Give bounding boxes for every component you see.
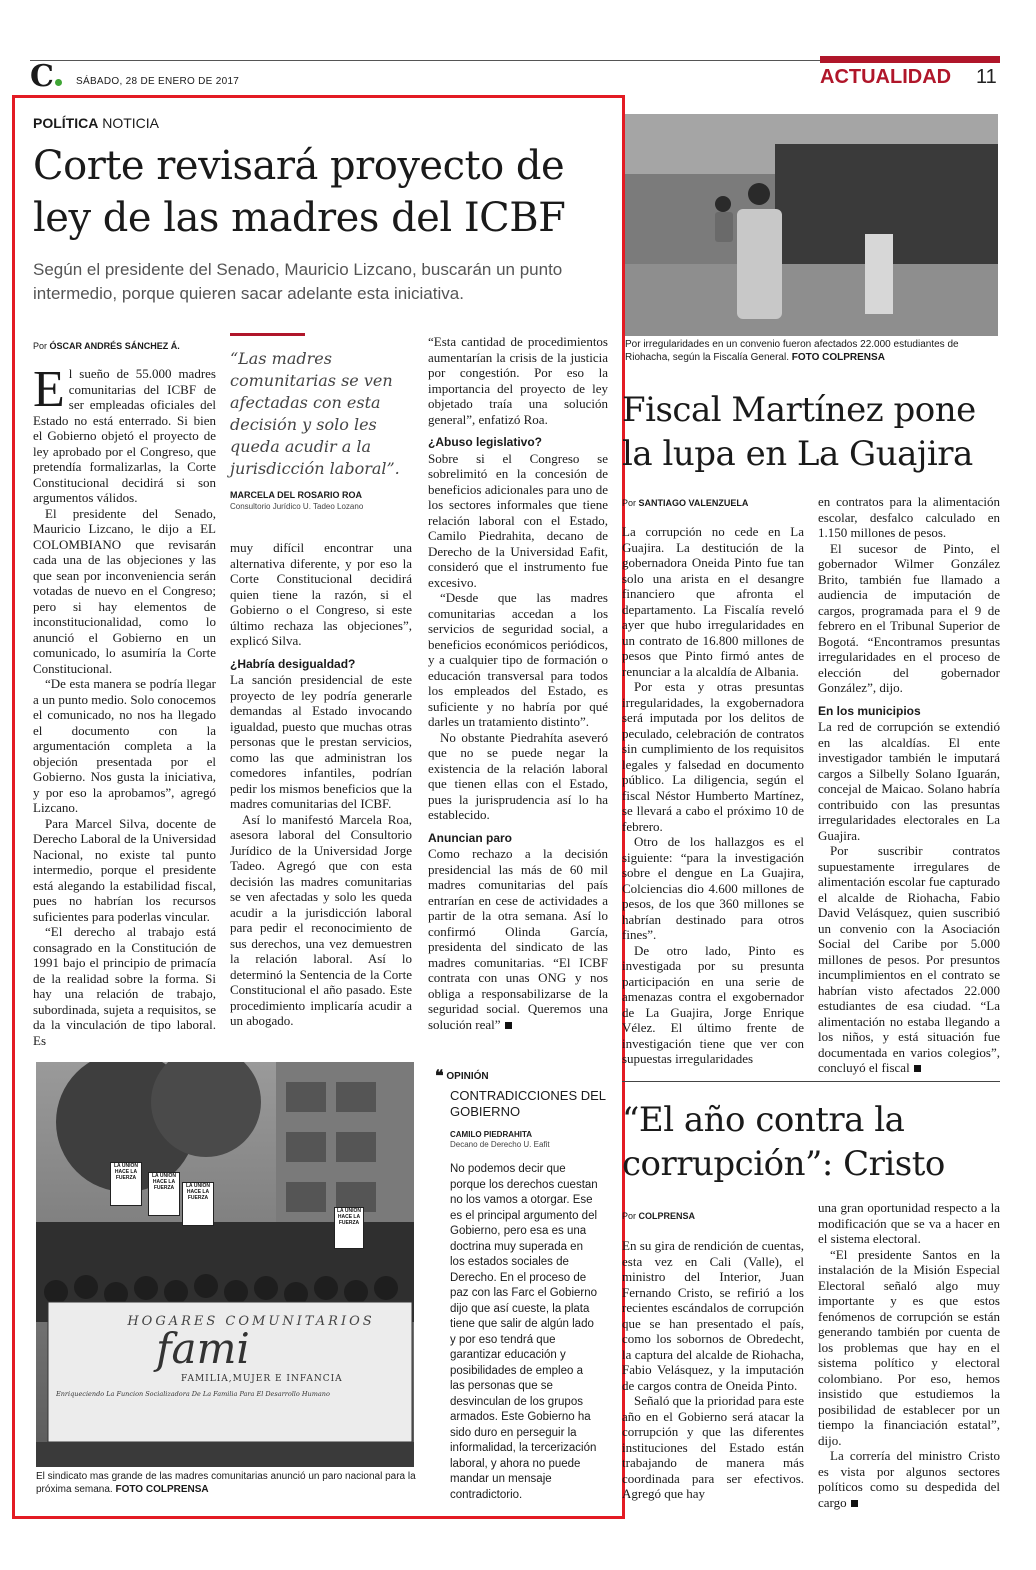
guajira-photo-art bbox=[625, 114, 998, 336]
banner-line-2: FAMILIA,MUJER E INFANCIA bbox=[181, 1374, 343, 1384]
main-column-3: “Esta cantidad de procedimientos aumentarían la crisis de la justicia por congestión. Por eso la importancia del proyecto de ley objetado traía una solución general”, enfatizó Roa. ¿Abuso legislativo? Sobre si el Congreso se sobrelimitó en la concesión de beneficios adicionales para uno de los sectores informales que tiene relación laboral con el Estado, Camilo Piedrahita, decano de Derecho de la Universidad Eafit, consideró que el instrumento fue excesivo. “Desde que las madres comunitarias accedan a los servicios de seguridad social, a beneficios económicos periódicos, y a cualquier tipo de formación o educación transversal para todos los empleados del Estado, es suficiente y no habría por qué darles un tratamiento distinto”. No obstante Piedrahíta aseveró que no se puede negar la existencia de la relación laboral que tienen ellas con el Estado, pues la jurisprudencia así lo ha establecido. Anuncian paro Como rechazo a la decisión presidencial las más de 60 mil madres comunitarias del país entrarían en cese de actividades a partir de la otra semana. Así lo confirmó Olinda García, presidenta del sindicato de las madres comunitarias. “El ICBF contrata con unas ONG y nos obliga a responsabilizarse de la seguridad social. Queremos una solución real” bbox=[428, 334, 608, 1032]
protest-sign: LA UNION HACE LA FUERZA bbox=[334, 1207, 364, 1249]
opinion-label: ❝ OPINIÓN bbox=[435, 1068, 489, 1085]
article-headline: Corte revisará proyecto de ley de las madres del ICBF bbox=[33, 143, 566, 241]
opinion-title: CONTRADICCIONES DEL GOBIERNO bbox=[450, 1088, 606, 1119]
article2-byline: Por SANTIAGO VALENZUELA bbox=[622, 498, 749, 508]
protest-photo-art bbox=[36, 1062, 414, 1467]
opinion-author: CAMILO PIEDRAHITA bbox=[450, 1130, 533, 1139]
protest-sign: LA UNION HACE LA FUERZA bbox=[148, 1172, 180, 1216]
article-byline: Por ÓSCAR ANDRÉS SÁNCHEZ Á. bbox=[33, 341, 180, 351]
article2-headline: Fiscal Martínez pone la lupa en La Guajira bbox=[622, 390, 976, 474]
section-title: ACTUALIDAD bbox=[820, 66, 952, 88]
main-column-2: muy difícil encontrar una alternativa diferente, y por eso la Corte Constitucional decidirá quien tiene la razón, si el Gobierno o el Congreso, si este último rechaza las objeciones”, explicó Silva. ¿Habría desigualdad? La sanción presidencial de este proyecto de ley podría generarle demandas al Estado invocando igualdad, puesto que muchas otras personas que le prestan servicios, como las que administran los comedores infantiles, podrían pedir los mismos beneficios que la madres comunitarias del ICBF. Así lo manifestó Marcela Roa, asesora laboral del Consultorio Jurídico de la Universidad Jorge Tadeo. Agregó que con esta decisión las madres comunitarias se ven afectadas y solo les queda acudir a la jurisdicción laboral para pedir el reconocimiento de sus derechos, una vez demuestren la relación laboral. Así lo determinó la Sentencia de la Corte Constitucional el año pasado. Este procedimiento implicaría acudir a un abogado. bbox=[230, 540, 412, 1028]
article3-byline: Por COLPRENSA bbox=[622, 1211, 696, 1221]
dropcap: E bbox=[33, 361, 65, 418]
end-mark-icon bbox=[851, 1500, 858, 1507]
pullquote: “Las madres comunitarias se ven afectadas con esta decisión y solo les queda acudir a la jurisdicción laboral”. bbox=[230, 349, 400, 478]
guajira-photo-caption: Por irregularidades en un convenio fueron afectados 22.000 estudiantes de Riohacha, según la Fiscalía General. FOTO COLPRENSA bbox=[625, 339, 959, 363]
article3-headline: “El año contra la corrupción”: Cristo bbox=[622, 1100, 945, 1184]
article2-column-2: en contratos para la alimentación escolar, desfalco calculado en 1.150 millones de pesos. El sucesor de Pinto, el gobernador Wilmer González Brito, también fue llamado a audiencia de imputación de cargos, programada para el 9 de febrero en el Tribunal Superior de Bogotá. “Encontramos presuntas irregularidades en el proceso de elección del gobernador González”, dijo. En los municipios La red de corrupción se extendió en las alcaldías. El ente investigador también le imputará cargos a Silbelly Solano Iguarán, concejal de Maicao. Solano habría contribuido con las presuntas irregularidades electorales en La Guajira. Por suscribir contratos supuestamente irregulares de alimentación escolar fue capturado el alcalde de Riohacha, Fabio David Velásquez, quien suscribió un convenio con la Asociación Social del Caribe por 5.000 millones de pesos. Por presuntos incumplimientos en el contrato se habrían visto afectados 22.000 estudiantes de esa ciudad. “La alimentación no estaba llegando a los niños, y está situación fue documentada en varios colegios”, concluyó el fiscal bbox=[818, 494, 1000, 1075]
newspaper-logo: C bbox=[30, 62, 62, 92]
subheading: En los municipios bbox=[818, 703, 921, 718]
guajira-photo bbox=[625, 114, 998, 336]
quote-icon: ❝ bbox=[435, 1068, 444, 1085]
banner-line-1: HOGARES COMUNITARIOS bbox=[127, 1314, 375, 1329]
article2-column-1: La corrupción no cede en La Guajira. La destitución de la gobernadora Oneida Pinto fue tan solo una arista en el desangre financiero que afronta el departamento. La Fiscalía reveló ayer que hubo irregularidades en un contrato de 16.800 millones de pesos que Pinto firmó antes de renunciar a la alcaldía de Albania. Por esta y otras presuntas irregularidades, la exgobernadora será imputada por los delitos de peculado, celebración de contratos sin cumplimiento de los requisitos legales y falsedad en documento público. La diligencia, según el fiscal Néstor Humberto Martínez, se llevará a cabo el próximo 10 de febrero. Otro de los hallazgos es el siguiente: “para la investigación sobre el dengue en La Guajira, Colciencias dio 4.600 millones de pesos, de los que 360 millones se habrían destinado para otros fines”. De otro lado, Pinto es investigada por su presunta participación en una serie de amenazas contra el exgobernador de La Guajira, Jorge Enrique Vélez. El último frente de investigación tiene que ver con supuestas irregularidades bbox=[622, 524, 804, 1066]
opinion-role: Decano de Derecho U. Eafit bbox=[450, 1140, 550, 1149]
main-column-1: El sueño de 55.000 madres comunitarias del ICBF de ser empleadas oficiales del Estado no está enterrado. Si bien el Gobierno objetó el proyecto de ley aprobado por el Congreso, que pretendía formalizarlas, la Corte Constitucional decidirá si son argumentos válidos. El presidente del Senado, Mauricio Lizcano, le dijo a EL COLOMBIANO que revisarán cada una de las objeciones y las que sean por inconveniencia serán votadas de nuevo en el Congreso; pero si hay elementos de inconstitucionalidad, como lo anunció el Gobierno en un comunicado, lo asumiría la Corte Constitucional. “De esta manera se podría llegar a un punto medio. Solo conocemos el comunicado, no nos ha llegado el documento con la argumentación completa a la objeción presentada por el Gobierno. Nos gusta la iniciativa, y por eso la aprobamos”, agregó Lizcano. Para Marcel Silva, docente de Derecho Laboral de la Universidad Nacional, no existe tal punto intermedio, porque el presidente está alegando la estabilidad fiscal, pues no habrían los recursos suficientes para poderlas vincular. “El derecho al trabajo está consagrado en la Constitución de 1991 bajo el principio de primacía de la realidad sobre la forma. Si hay una relación de trabajo, subordinada, sujeta a requisitos, se da la vinculación de tipo laboral. Es bbox=[33, 361, 216, 1048]
subheading: ¿Habría desigualdad? bbox=[230, 656, 356, 671]
photo-caption: El sindicato mas grande de las madres comunitarias anunció un paro nacional para la próxima semana. FOTO COLPRENSA bbox=[36, 1471, 416, 1495]
banner-logo: fami bbox=[156, 1324, 250, 1373]
end-mark-icon bbox=[914, 1065, 921, 1072]
subheading: ¿Abuso legislativo? bbox=[428, 435, 543, 449]
article-divider bbox=[622, 1081, 1000, 1082]
article-kicker: POLÍTICA NOTICIA bbox=[33, 115, 160, 131]
dateline: SÁBADO, 28 DE ENERO DE 2017 bbox=[76, 76, 240, 87]
banner-line-3: Enriqueciendo La Funcion Socializadora De La Familia Para El Desarrollo Humano bbox=[56, 1390, 330, 1398]
protest-sign: LA UNION HACE LA FUERZA bbox=[110, 1162, 142, 1206]
article3-column-1: En su gira de rendición de cuentas, esta vez en Cali (Valle), el ministro del Interior, Juan Fernando Cristo, se refirió a los recientes escándalos de corrupción que se han presentado el país, como los sobornos de Obredecht, la captura del alcalde de Riohacha, Fabio Velásquez, y la imputación de cargos contra de Oneida Pinto. Señaló que la prioridad para este año en el Gobierno será atacar la corrupción y que las diferentes instituciones del Estado están trabajando de manera más coordinada para ser efectivos. Agregó que hay bbox=[622, 1238, 805, 1501]
end-mark-icon bbox=[505, 1022, 512, 1029]
logo-dot-icon bbox=[55, 79, 62, 86]
protest-photo bbox=[36, 1062, 414, 1467]
subheading: Anuncian paro bbox=[428, 830, 513, 845]
article3-column-2: una gran oportunidad respecto a la modificación que se va a hacer en el sistema electoral. “El presidente Santos en la instalación de la Misión Especial Electoral señaló algo muy importante y es que estos fenómenos de corrupción se están generando también por cuenta de los problemas que hay en el sistema político y electoral colombiano. Por eso, hemos insistido que estudiemos la posibilidad de establecer por un tiempo la financiación estatal”, dijo. La correría del ministro Cristo es vista por algunos sectores políticos como su despedida del cargo bbox=[818, 1200, 1000, 1510]
opinion-body: No podemos decir que porque los derechos cuestan no los vamos a otorgar. Ese es el principal argumento del Gobierno, pero esa es una doctrina muy superada en los estados sociales de Derecho. En el proceso de paz con las Farc el Gobierno dijo que así cueste, la plata tiene que salir de algún lado y por eso tendrá que garantizar educación y posibilidades de empleo a las personas que se desvinculan de los grupos armados. Este Gobierno ha sido duro en perseguir la informalidad, la tercerización laboral, y ahora no puede mandar un mensaje contradictorio. bbox=[450, 1163, 598, 1501]
pullquote-bar bbox=[230, 333, 305, 336]
protest-sign: LA UNION HACE LA FUERZA bbox=[182, 1182, 214, 1226]
section-accent-bar bbox=[820, 56, 1000, 63]
article-subhead: Según el presidente del Senado, Mauricio Lizcano, buscarán un punto intermedio, porque quieren sacar adelante esta iniciativa. bbox=[33, 260, 563, 303]
pullquote-author: MARCELA DEL ROSARIO ROA bbox=[230, 490, 363, 500]
page-number: 11 bbox=[976, 66, 997, 88]
pullquote-role: Consultorio Jurídico U. Tadeo Lozano bbox=[230, 502, 364, 511]
